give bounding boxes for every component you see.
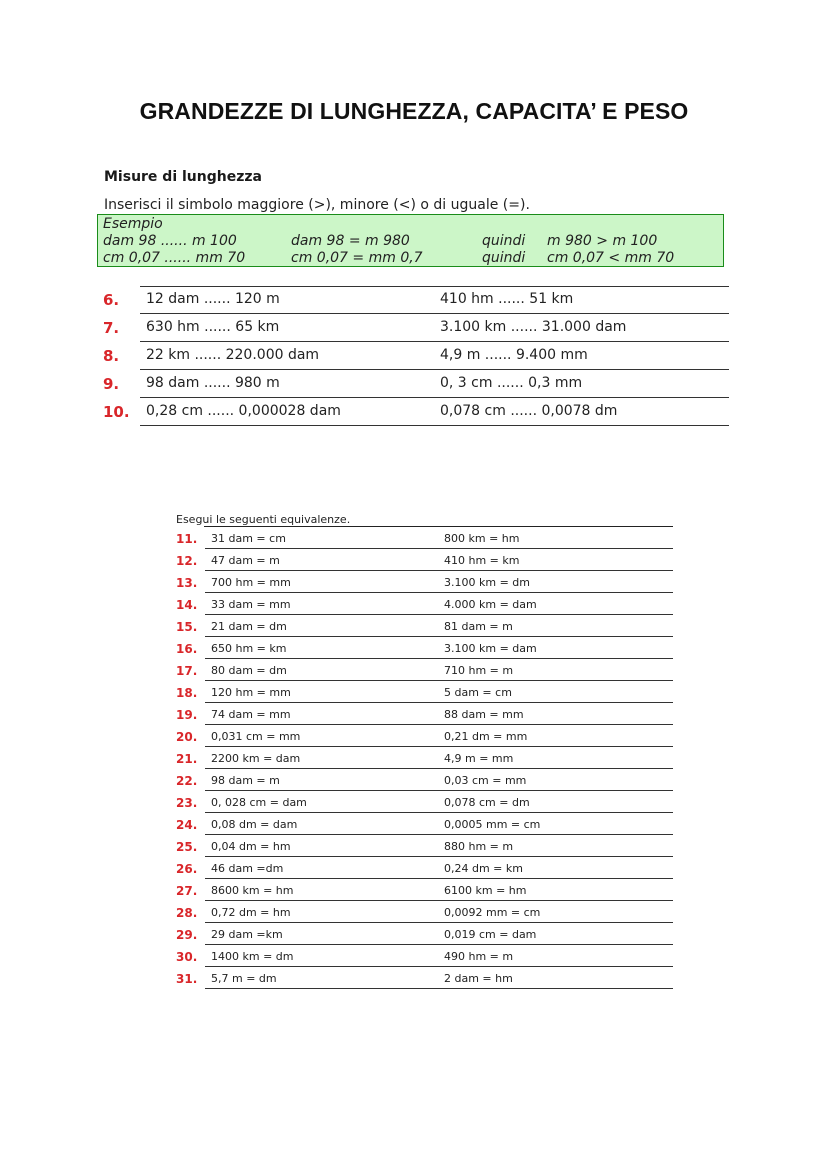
- example-label: Esempio: [103, 216, 163, 232]
- page-title: GRANDEZZE DI LUNGHEZZA, CAPACITA’ E PESO: [139, 98, 689, 124]
- example-row2-c: quindi: [482, 250, 526, 266]
- exercise-right: 410 hm = km: [444, 554, 520, 567]
- exercise-right: 6100 km = hm: [444, 884, 527, 897]
- example-row1-a: dam 98 ...... m 100: [103, 233, 237, 249]
- example-box: [97, 214, 724, 267]
- example-row2-d: cm 0,07 < mm 70: [547, 250, 675, 266]
- exercise-left: 630 hm ...... 65 km: [146, 319, 280, 335]
- exercise-left: 0,72 dm = hm: [211, 906, 291, 919]
- table-row: [103, 342, 729, 370]
- table-row: [103, 398, 729, 426]
- exercise-right: 880 hm = m: [444, 840, 514, 853]
- exercise-right: 0,0005 mm = cm: [444, 818, 541, 831]
- table-row: [176, 725, 673, 747]
- exercise-right: 0,03 cm = mm: [444, 774, 527, 787]
- exercise-number: 21.: [176, 752, 198, 766]
- exercise-right: 4,9 m = mm: [444, 752, 514, 765]
- exercise-left: 21 dam = dm: [211, 620, 287, 633]
- table-row: [176, 637, 673, 659]
- table-row: [176, 879, 673, 901]
- exercise-number: 18.: [176, 686, 198, 700]
- exercise-number: 6.: [103, 291, 120, 309]
- exercise-right: 5 dam = cm: [444, 686, 512, 699]
- exercise-left: 98 dam = m: [211, 774, 280, 787]
- exercise-number: 13.: [176, 576, 198, 590]
- exercise-number: 28.: [176, 906, 198, 920]
- exercise-left: 0, 028 cm = dam: [211, 796, 307, 809]
- exercise-left: 8600 km = hm: [211, 884, 294, 897]
- exercise-right: 0, 3 cm ...... 0,3 mm: [440, 375, 583, 391]
- exercise-right: 410 hm ...... 51 km: [440, 291, 574, 307]
- table-row: [176, 835, 673, 857]
- exercise-number: 10.: [103, 403, 130, 421]
- example-row1-b: dam 98 = m 980: [291, 233, 410, 249]
- table-row: [176, 945, 673, 967]
- table-row: [176, 813, 673, 835]
- exercise-right: 3.100 km = dam: [444, 642, 537, 655]
- exercise-left: 0,031 cm = mm: [211, 730, 301, 743]
- exercise-left: 700 hm = mm: [211, 576, 291, 589]
- exercise-left: 33 dam = mm: [211, 598, 291, 611]
- exercise-right: 710 hm = m: [444, 664, 514, 677]
- exercise-left: 46 dam =dm: [211, 862, 284, 875]
- exercise-number: 19.: [176, 708, 198, 722]
- exercise-right: 0,24 dm = km: [444, 862, 523, 875]
- exercise-number: 20.: [176, 730, 198, 744]
- exercise-left: 5,7 m = dm: [211, 972, 277, 985]
- exercise-left: 98 dam ...... 980 m: [146, 375, 280, 391]
- example-row2-a: cm 0,07 ...... mm 70: [103, 250, 246, 266]
- example-row2-b: cm 0,07 = mm 0,7: [291, 250, 423, 266]
- exercise-number: 24.: [176, 818, 198, 832]
- exercise-right: 0,078 cm ...... 0,0078 dm: [440, 403, 618, 419]
- exercise-number: 7.: [103, 319, 120, 337]
- exercise-right: 3.100 km ...... 31.000 dam: [440, 319, 627, 335]
- exercise-left: 80 dam = dm: [211, 664, 287, 677]
- exercise-number: 29.: [176, 928, 198, 942]
- exercise-left: 0,28 cm ...... 0,000028 dam: [146, 403, 341, 419]
- table-row: [176, 681, 673, 703]
- exercise-right: 4,9 m ...... 9.400 mm: [440, 347, 588, 363]
- exercise-left: 31 dam = cm: [211, 532, 286, 545]
- example-row1-d: m 980 > m 100: [547, 233, 658, 249]
- exercise-left: 0,04 dm = hm: [211, 840, 291, 853]
- exercise-left: 2200 km = dam: [211, 752, 301, 765]
- exercise-left: 0,08 dm = dam: [211, 818, 298, 831]
- table-row: [176, 923, 673, 945]
- table-row: [176, 703, 673, 725]
- exercise-right: 0,21 dm = mm: [444, 730, 528, 743]
- exercise-number: 23.: [176, 796, 198, 810]
- exercise-number: 25.: [176, 840, 198, 854]
- table-row: [103, 286, 729, 314]
- table-row: [176, 593, 673, 615]
- exercise-left: 22 km ...... 220.000 dam: [146, 347, 320, 363]
- exercise-right: 0,019 cm = dam: [444, 928, 537, 941]
- exercise-right: 0,0092 mm = cm: [444, 906, 541, 919]
- exercise-number: 17.: [176, 664, 198, 678]
- exercise-number: 31.: [176, 972, 198, 986]
- exercise-left: 74 dam = mm: [211, 708, 291, 721]
- exercise-right: 4.000 km = dam: [444, 598, 537, 611]
- exercise-number: 11.: [176, 532, 198, 546]
- table-row: [176, 549, 673, 571]
- table-row: [176, 791, 673, 813]
- exercise-left: 1400 km = dm: [211, 950, 294, 963]
- exercise-right: 2 dam = hm: [444, 972, 513, 985]
- exercise-number: 26.: [176, 862, 198, 876]
- table-row: [176, 857, 673, 879]
- exercise-number: 15.: [176, 620, 198, 634]
- table-row: [176, 571, 673, 593]
- table-row: [176, 967, 673, 989]
- exercise-left: 120 hm = mm: [211, 686, 291, 699]
- exercise-right: 490 hm = m: [444, 950, 514, 963]
- exercise-left: 29 dam =km: [211, 928, 283, 941]
- exercise-number: 27.: [176, 884, 198, 898]
- exercise-number: 22.: [176, 774, 198, 788]
- exercise-right: 0,078 cm = dm: [444, 796, 530, 809]
- table-row: [176, 527, 673, 549]
- exercise-right: 800 km = hm: [444, 532, 520, 545]
- table-row: [176, 747, 673, 769]
- exercise-right: 3.100 km = dm: [444, 576, 530, 589]
- comparison-table: [103, 286, 729, 426]
- section-heading: Misure di lunghezza: [104, 169, 262, 185]
- row-divider: [140, 425, 729, 427]
- equivalence-table: [176, 527, 673, 989]
- table-row: [176, 769, 673, 791]
- exercise-number: 12.: [176, 554, 198, 568]
- example-row1-c: quindi: [482, 233, 526, 249]
- exercise-right: 81 dam = m: [444, 620, 513, 633]
- row-divider: [205, 988, 673, 989]
- table-row: [176, 901, 673, 923]
- table-row: [176, 615, 673, 637]
- table-row: [103, 314, 729, 342]
- exercise-left: 47 dam = m: [211, 554, 280, 567]
- table-row: [103, 370, 729, 398]
- exercise-left: 650 hm = km: [211, 642, 287, 655]
- exercise-number: 8.: [103, 347, 120, 365]
- exercise-number: 14.: [176, 598, 198, 612]
- table-row: [176, 659, 673, 681]
- exercise-right: 88 dam = mm: [444, 708, 524, 721]
- exercise-left: 12 dam ...... 120 m: [146, 291, 280, 307]
- section-heading-equivalences: Esegui le seguenti equivalenze.: [176, 513, 351, 526]
- exercise-number: 30.: [176, 950, 198, 964]
- exercise-number: 16.: [176, 642, 198, 656]
- instruction-text: Inserisci il simbolo maggiore (>), minore (<) o di uguale (=).: [104, 197, 530, 213]
- exercise-number: 9.: [103, 375, 120, 393]
